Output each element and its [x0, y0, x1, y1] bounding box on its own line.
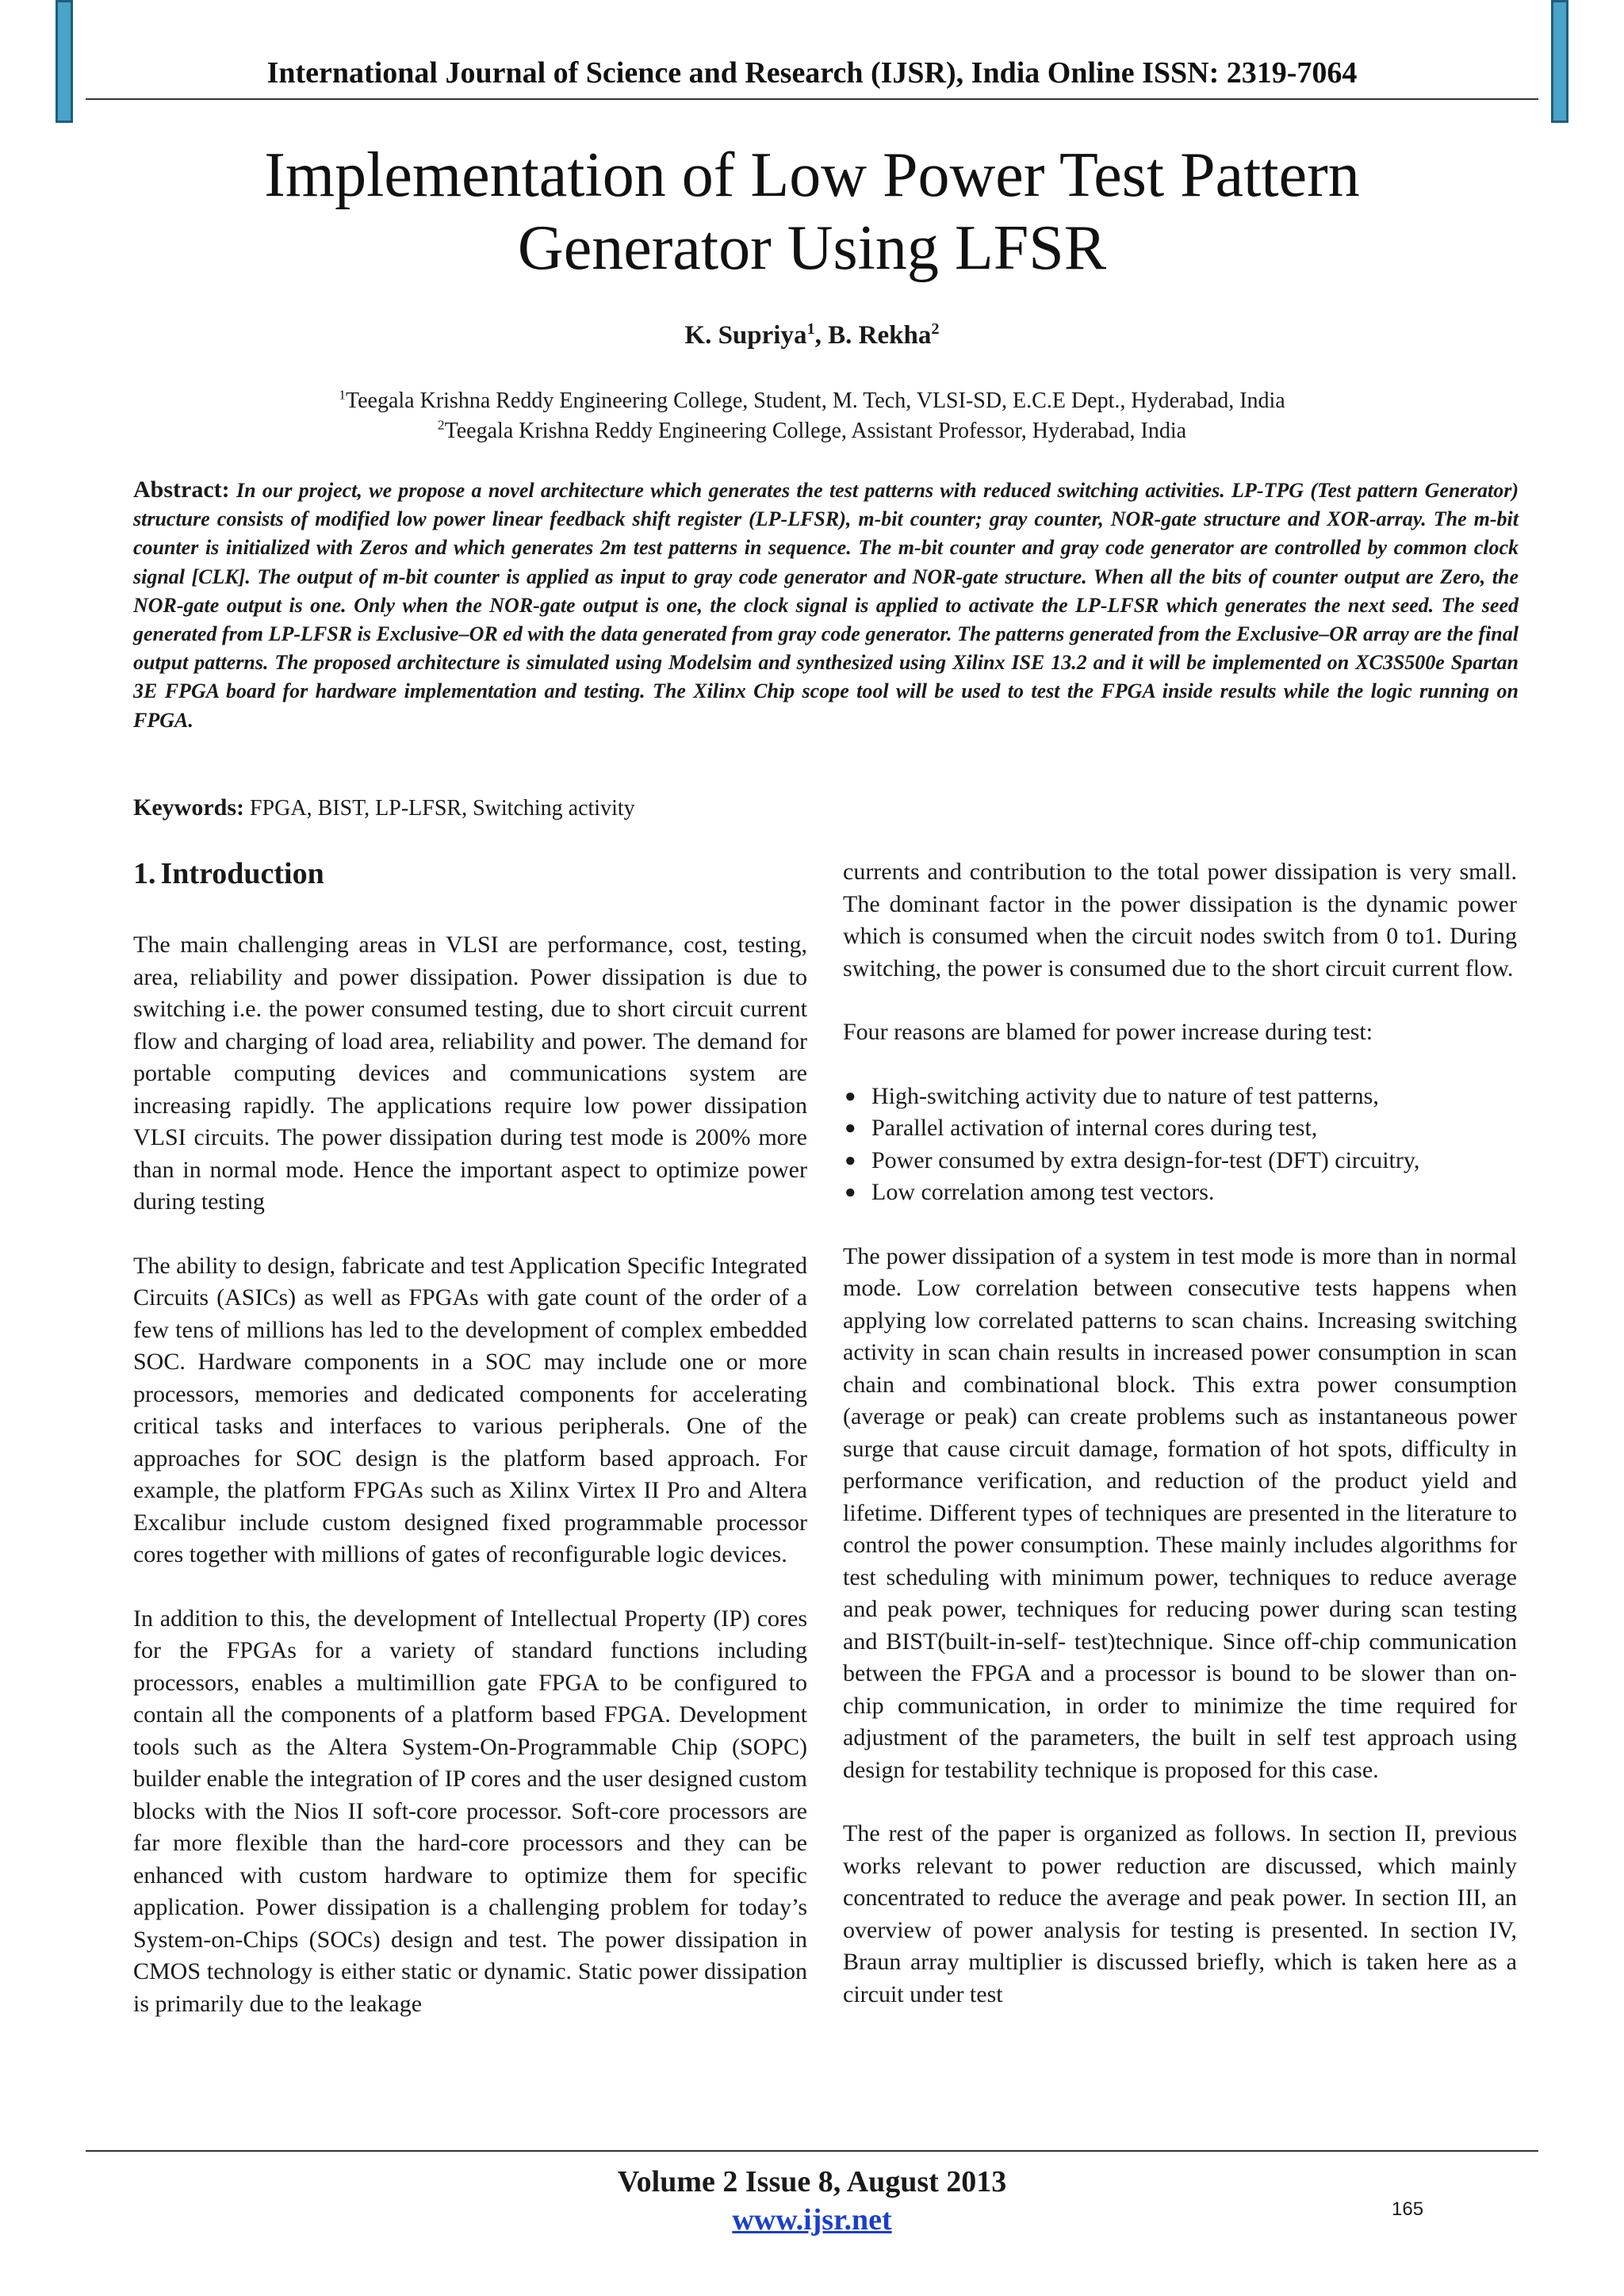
paper-title: [159, 139, 1465, 285]
section-heading: [133, 856, 807, 891]
list-item: [843, 1177, 1517, 1209]
abstract-body: In our project, we propose a novel architecture which generates the test patterns with reduced switching activities. LP-TPG (Test pattern Generator) structure consists of modified low power linear feedback shift register (LP-LFSR), m-bit counter; gray counter, NOR-gate structure and XOR-array. The m-bit counter is initialized with Zeros and which generates 2m test patterns in sequence. The m-bit counter and gray code generator are controlled by common clock signal [CLK]. The output of m-bit counter is applied as input to gray code generator and NOR-gate structure. When all the bits of counter output are Zero, the NOR-gate output is one. Only when the NOR-gate output is one, the clock signal is applied to activate the LP-LFSR which generates the next seed. The seed generated from LP-LFSR is Exclusive–OR ed with the data generated from gray code generator. The patterns generated from the Exclusive–OR array are the final output patterns. The proposed architecture is simulated using Modelsim and synthesized using Xilinx ISE 13.2 and it will be implemented on XC3S500e Spartan 3E FPGA board for hardware implementation and testing. The Xilinx Chip scope tool will be used to test the FPGA inside results while the logic running on FPGA.: [133, 479, 1519, 732]
author-affil-sup: 1: [806, 320, 815, 338]
list-item-text: Parallel activation of internal cores during test,: [871, 1115, 1318, 1141]
author-affil-sup: 2: [931, 320, 940, 338]
bullet-icon: ●: [845, 1182, 856, 1203]
page-number: 165: [1392, 2198, 1424, 2220]
left-column: [133, 856, 807, 2052]
site-link[interactable]: www.ijsr.net: [732, 2203, 892, 2237]
author-list: [0, 321, 1624, 350]
paragraph: In addition to this, the development of Intellectual Property (IP) cores for the FPGAs for a variety of standard functions including processors, enables a multimillion gate FPGA to be configured to contain all the components of a platform based FPGA. Development tools such as the Altera System-On-Programmable Chip (SOPC) builder enable the integration of IP cores and the user designed custom blocks with the Nios II soft-core processor. Soft-core processors are far more flexible than the hard-core processors and they can be enhanced with custom hardware to optimize them for specific application. Power dissipation is a challenging problem for today’s System-on-Chips (SOCs) design and test. The power dissipation in CMOS technology is either static or dynamic. Static power dissipation is primarily due to the leakage: [133, 1605, 807, 2017]
paragraph: The main challenging areas in VLSI are performance, cost, testing, area, reliability and power dissipation. Power dissipation is due to switching i.e. the power consumed testing, due to short circuit current flow and charging of load area, reliability and power. The demand for portable computing devices and communications system are increasing rapidly. The applications require low power dissipation VLSI circuits. The power dissipation during test mode is 200% more than in normal mode. Hence the important aspect to optimize power during testing: [133, 932, 807, 1215]
section-number: 1.: [133, 857, 156, 890]
affiliation-sup: 2: [437, 417, 445, 433]
affiliation-2: [0, 419, 1624, 444]
paragraph: Four reasons are blamed for power increase during test:: [843, 1019, 1373, 1045]
keywords-label: Keywords:: [133, 794, 244, 821]
volume-info: Volume 2 Issue 8, August 2013: [617, 2165, 1007, 2198]
bullet-list: [843, 1081, 1517, 1209]
affiliation-text: Teegala Krishna Reddy Engineering College, Student, M. Tech, VLSI-SD, E.C.E Dept., Hyderabad, India: [345, 388, 1285, 413]
list-item: [843, 1112, 1517, 1145]
paragraph: The ability to design, fabricate and test Application Specific Integrated Circuits (ASICs) as well as FPGAs with gate count of the order of a few tens of millions has led to the development of complex embedded SOC. Hardware components in a SOC may include one or more processors, memories and dedicated components for accelerating critical tasks and interfaces to various peripherals. One of the approaches for SOC design is the platform based approach. For example, the platform FPGAs such as Xilinx Virtex II Pro and Altera Excalibur include custom designed fixed programmable processor cores together with millions of gates of reconfigurable logic devices.: [133, 1252, 807, 1567]
paragraph: The power dissipation of a system in test mode is more than in normal mode. Low correlation between consecutive tests happens when applying low correlated patterns to scan chains. Increasing switching activity in scan chain results in increased power consumption in scan chain and combinational block. This extra power consumption (average or peak) can create problems such as instantaneous power surge that cause circuit damage, formation of hot spots, difficulty in performance verification, and reduction of the product yield and lifetime. Different types of techniques are presented in the literature to control the power consumption. These mainly includes algorithms for test scheduling with minimum power, techniques to reduce average and peak power, techniques for reducing power during scan testing and BIST(built-in-self- test)technique. Since off-chip communication between the FPGA and a processor is bound to be slower than on- chip communication, in order to minimize the time required for adjustment of the parameters, the built in self test approach using design for testability technique is proposed for this case.: [843, 1242, 1517, 1783]
list-item-text: Low correlation among test vectors.: [871, 1179, 1215, 1205]
paragraph: currents and contribution to the total power dissipation is very small. The dominant factor in the power dissipation is the dynamic power which is consumed when the circuit nodes switch from 0 to1. During switching, the power is consumed due to the short circuit current flow.: [843, 859, 1517, 982]
list-item-text: Power consumed by extra design-for-test (DFT) circuitry,: [871, 1146, 1420, 1173]
keywords-text: FPGA, BIST, LP-LFSR, Switching activity: [249, 796, 635, 821]
footer-divider: [86, 2150, 1538, 2152]
author-name: B. Rekha: [828, 321, 932, 350]
author-name: K. Supriya: [684, 321, 807, 350]
paper-title-line-2: Generator Using LFSR: [517, 213, 1107, 283]
list-item: [843, 1145, 1517, 1177]
abstract-label: Abstract:: [133, 476, 230, 503]
paper-title-line-1: Implementation of Low Power Test Pattern: [264, 140, 1360, 210]
abstract: [133, 476, 1519, 735]
header-divider: [86, 98, 1538, 100]
affiliation-1: [0, 388, 1624, 414]
list-item: [843, 1081, 1517, 1113]
right-column: [843, 856, 1517, 2042]
affiliation-text: Teegala Krishna Reddy Engineering College, Assistant Professor, Hyderabad, India: [444, 419, 1187, 443]
keywords: [133, 794, 635, 821]
author-separator: ,: [814, 321, 829, 350]
bullet-icon: ●: [845, 1150, 856, 1171]
list-item-text: High-switching activity due to nature of test patterns,: [871, 1082, 1379, 1109]
bullet-icon: ●: [845, 1118, 856, 1138]
bullet-icon: ●: [845, 1085, 856, 1107]
affiliation-sup: 1: [339, 387, 346, 403]
footer-site: [0, 2202, 1624, 2237]
section-title: Introduction: [160, 857, 324, 890]
journal-header: International Journal of Science and Research (IJSR), India Online ISSN: 2319-7064: [266, 56, 1358, 90]
paragraph: The rest of the paper is organized as follows. In section II, previous works relevant to power reduction are discussed, which mainly concentrated to reduce the average and peak power. In section III, an overview of power analysis for testing is presented. In section IV, Braun array multiplier is discussed briefly, which is taken here as a circuit under test: [843, 1820, 1517, 2007]
